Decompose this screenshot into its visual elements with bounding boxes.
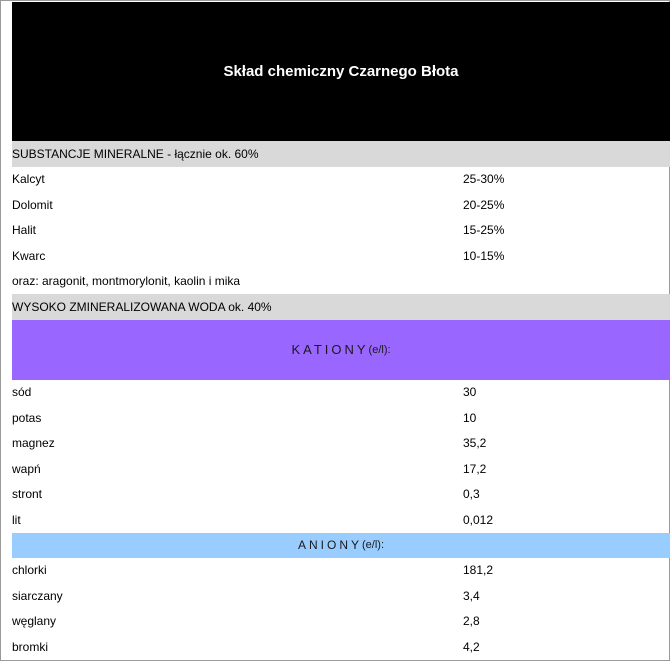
table-row-anion: [12, 634, 670, 660]
composition-table: [12, 2, 670, 660]
page-title: [12, 2, 670, 141]
table-row-cation: [12, 431, 670, 457]
anion-value: 4,2: [463, 639, 480, 654]
minerals-note: oraz: aragonit, montmorylonit, kaolin i mika: [12, 274, 241, 289]
anion-name: bromki: [12, 639, 49, 654]
cation-value: 0,3: [463, 487, 480, 502]
mineral-value: 20-25%: [463, 197, 505, 212]
mineral-name: Kalcyt: [12, 172, 45, 187]
mineral-name: Kwarc: [12, 248, 46, 263]
cation-value: 17,2: [463, 461, 487, 476]
anions-header: [12, 533, 670, 558]
anions-label: ANIONY: [297, 538, 362, 552]
anion-name: węglany: [12, 614, 57, 629]
table-row-cation: [12, 507, 670, 533]
cation-name: magnez: [12, 436, 55, 451]
mineral-value: 25-30%: [463, 172, 505, 187]
mineral-value: 15-25%: [463, 223, 505, 238]
table-row-mineral: [12, 243, 670, 269]
mineral-name: Halit: [12, 223, 37, 238]
title-text: Skład chemiczny Czarnego Błota: [223, 63, 459, 80]
water-section-label: WYSOKO ZMINERALIZOWANA WODA ok. 40%: [12, 299, 272, 314]
mineral-name: Dolomit: [12, 197, 53, 212]
table-row-mineral: [12, 167, 670, 193]
mineral-value: 10-15%: [463, 248, 505, 263]
cation-value: 10: [463, 410, 477, 425]
table-row-mineral: [12, 192, 670, 218]
table-row-cation: [12, 482, 670, 508]
cation-value: 35,2: [463, 436, 487, 451]
minerals-section-label: SUBSTANCJE MINERALNE - łącznie ok. 60%: [12, 146, 259, 161]
cation-name: stront: [12, 487, 43, 502]
minerals-section-header: [12, 141, 670, 167]
anion-value: 181,2: [463, 563, 494, 578]
cation-name: potas: [12, 410, 42, 425]
cation-name: lit: [12, 512, 21, 527]
anion-name: chlorki: [12, 563, 47, 578]
cation-name: sód: [12, 385, 32, 400]
cations-label: KATIONY: [291, 342, 369, 357]
cations-unit: (e/l):: [368, 343, 391, 356]
table-row-cation: [12, 405, 670, 431]
anion-value: 3,4: [463, 588, 480, 603]
cation-name: wapń: [12, 461, 41, 476]
cation-value: 30: [463, 385, 477, 400]
table-row-mineral: [12, 218, 670, 244]
anions-unit: (e/l):: [362, 539, 384, 551]
anion-name: siarczany: [12, 588, 63, 603]
cation-value: 0,012: [463, 512, 494, 527]
cations-header: [12, 320, 670, 380]
water-section-header: [12, 294, 670, 320]
table-row-anion: [12, 609, 670, 635]
minerals-note-row: [12, 269, 670, 295]
table-row-cation: [12, 456, 670, 482]
table-row-anion: [12, 558, 670, 584]
table-row-cation: [12, 380, 670, 406]
table-row-anion: [12, 583, 670, 609]
anion-value: 2,8: [463, 614, 480, 629]
